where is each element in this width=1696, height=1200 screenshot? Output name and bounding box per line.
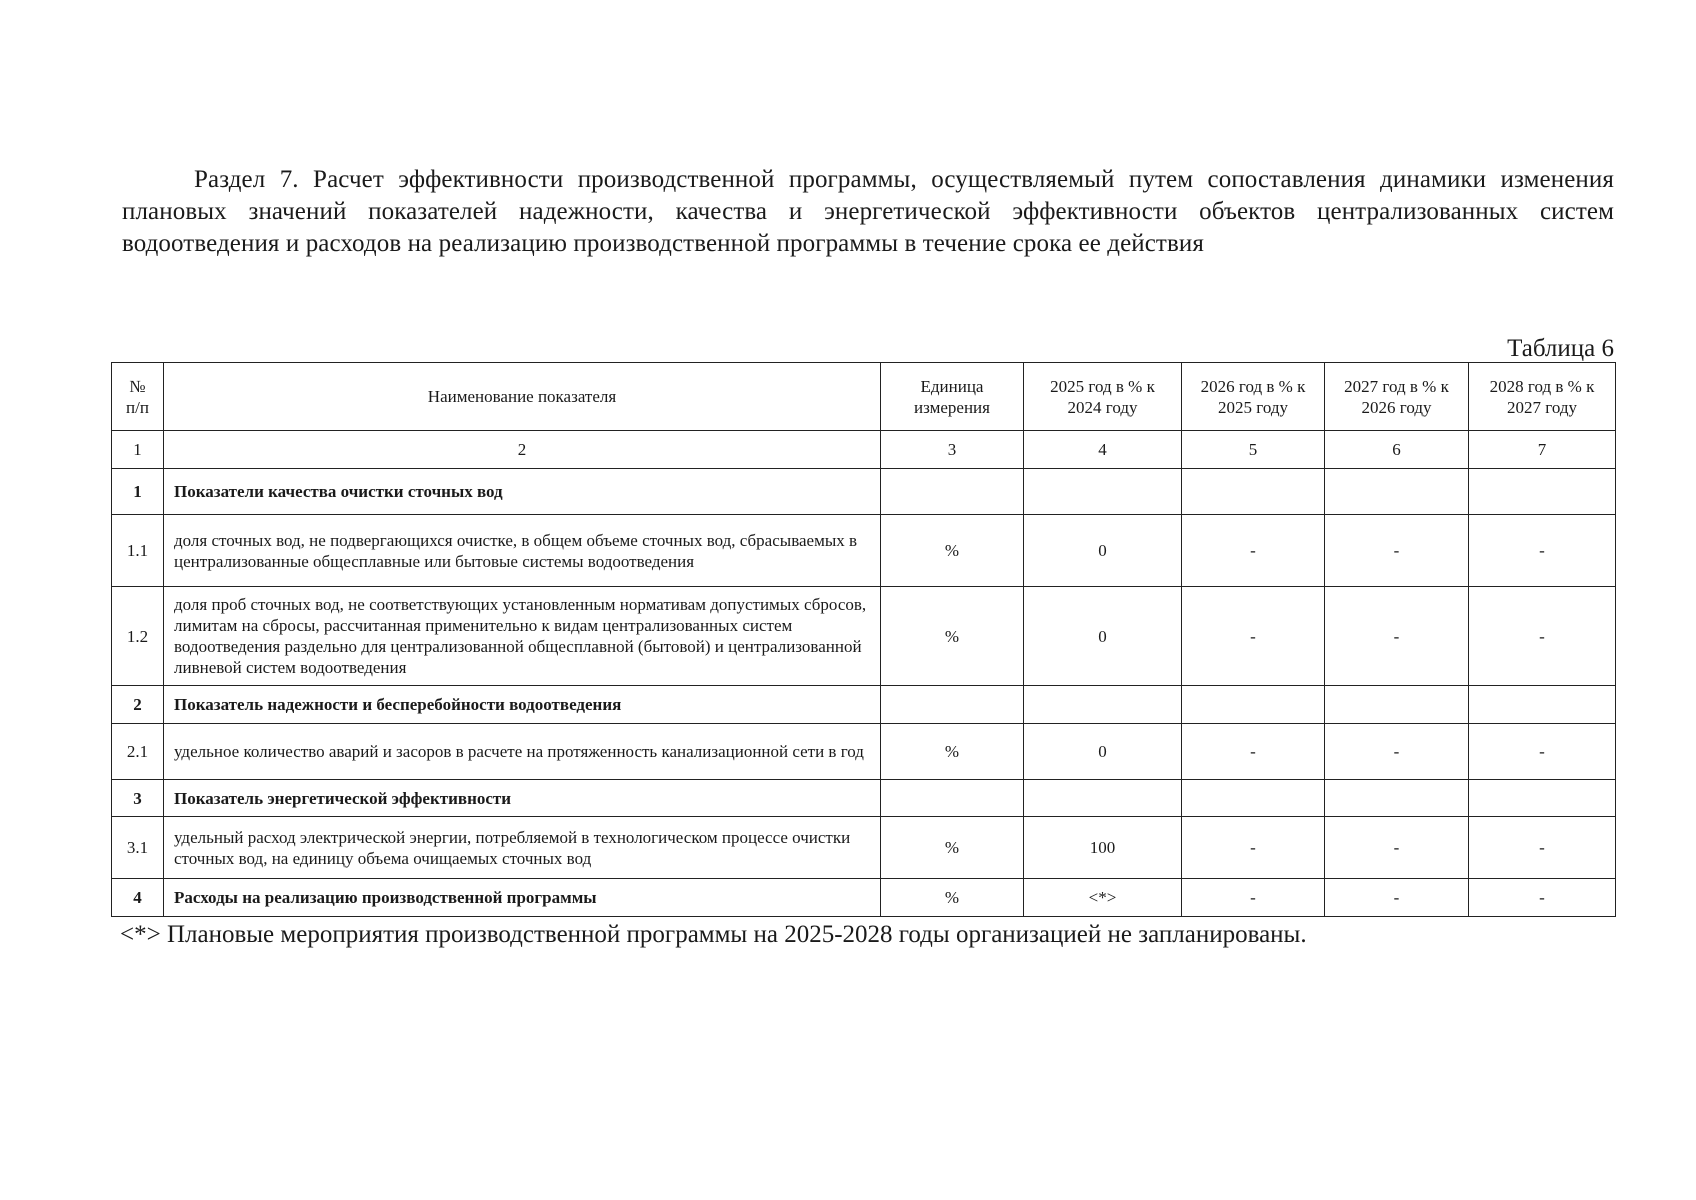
unit-cell — [881, 780, 1024, 817]
value-2026 — [1182, 469, 1325, 515]
value-2026: - — [1182, 587, 1325, 686]
value-2027 — [1325, 780, 1469, 817]
value-2028: - — [1469, 724, 1616, 780]
unit-cell — [881, 469, 1024, 515]
value-2026 — [1182, 780, 1325, 817]
unit-cell: % — [881, 587, 1024, 686]
header-cell-unit: Единица измерения — [881, 363, 1024, 431]
value-2026: - — [1182, 879, 1325, 917]
value-2025 — [1024, 469, 1182, 515]
header-cell-num: № п/п — [112, 363, 164, 431]
table-row-section — [112, 780, 1616, 817]
indicator-name: Показатели качества очистки сточных вод — [164, 469, 881, 515]
column-number-row — [112, 431, 1616, 469]
table-row-section — [112, 686, 1616, 724]
value-2028: - — [1469, 879, 1616, 917]
value-2025: 0 — [1024, 515, 1182, 587]
table-row — [112, 587, 1616, 686]
unit-cell: % — [881, 724, 1024, 780]
table-caption: Таблица 6 — [1507, 335, 1614, 362]
value-2025: <*> — [1024, 879, 1182, 917]
indicator-name: Расходы на реализацию производственной программы — [164, 879, 881, 917]
row-number: 3.1 — [112, 817, 164, 879]
indicator-name: доля проб сточных вод, не соответствующих установленным нормативам допустимых сбросов, лимитам на сбросы, рассчитанная применительно к видам централизованных систем водоотведения раздельно для централизованной общесплавной (бытовой) и централизованной ливневой систем водоотведения — [164, 587, 881, 686]
value-2027: - — [1325, 817, 1469, 879]
indicator-name: Показатель энергетической эффективности — [164, 780, 881, 817]
column-number: 4 — [1024, 431, 1182, 469]
row-number: 2 — [112, 686, 164, 724]
value-2026: - — [1182, 515, 1325, 587]
header-cell-2027: 2027 год в % к 2026 году — [1325, 363, 1469, 431]
row-number: 1 — [112, 469, 164, 515]
value-2025 — [1024, 686, 1182, 724]
value-2027 — [1325, 469, 1469, 515]
value-2028 — [1469, 686, 1616, 724]
value-2027: - — [1325, 515, 1469, 587]
column-number: 5 — [1182, 431, 1325, 469]
unit-cell: % — [881, 515, 1024, 587]
value-2027 — [1325, 686, 1469, 724]
value-2028: - — [1469, 515, 1616, 587]
value-2028 — [1469, 469, 1616, 515]
indicator-name: удельный расход электрической энергии, потребляемой в технологическом процессе очистки сточных вод, на единицу объема очищаемых сточных вод — [164, 817, 881, 879]
column-number: 2 — [164, 431, 881, 469]
table-row — [112, 817, 1616, 879]
value-2028 — [1469, 780, 1616, 817]
footnote: <*> Плановые мероприятия производственной программы на 2025-2028 годы организацией не запланированы. — [120, 921, 1307, 948]
header-cell-name: Наименование показателя — [164, 363, 881, 431]
value-2025: 0 — [1024, 724, 1182, 780]
section-heading: Раздел 7. Расчет эффективности производственной программы, осуществляемый путем сопоставления динамики изменения плановых значений показателей надежности, качества и энергетической эффективности объектов централизованных систем водоотведения и расходов на реализацию производственной программы в течение срока ее действия — [122, 166, 1614, 257]
indicator-name: удельное количество аварий и засоров в расчете на протяженность канализационной сети в год — [164, 724, 881, 780]
table-row — [112, 515, 1616, 587]
row-number: 4 — [112, 879, 164, 917]
indicator-name: доля сточных вод, не подвергающихся очистке, в общем объеме сточных вод, сбрасываемых в централизованные общесплавные или бытовые системы водоотведения — [164, 515, 881, 587]
header-cell-2025: 2025 год в % к 2024 году — [1024, 363, 1182, 431]
header-cell-2028: 2028 год в % к 2027 году — [1469, 363, 1616, 431]
indicators-table — [111, 362, 1616, 917]
header-cell-2026: 2026 год в % к 2025 году — [1182, 363, 1325, 431]
value-2028: - — [1469, 817, 1616, 879]
column-number: 6 — [1325, 431, 1469, 469]
value-2028: - — [1469, 587, 1616, 686]
value-2025: 0 — [1024, 587, 1182, 686]
column-number: 3 — [881, 431, 1024, 469]
row-number: 1.2 — [112, 587, 164, 686]
value-2027: - — [1325, 587, 1469, 686]
value-2026 — [1182, 686, 1325, 724]
indicator-name: Показатель надежности и бесперебойности водоотведения — [164, 686, 881, 724]
value-2026: - — [1182, 817, 1325, 879]
column-number: 1 — [112, 431, 164, 469]
unit-cell: % — [881, 817, 1024, 879]
value-2025 — [1024, 780, 1182, 817]
row-number: 2.1 — [112, 724, 164, 780]
table-row — [112, 724, 1616, 780]
row-number: 1.1 — [112, 515, 164, 587]
column-number: 7 — [1469, 431, 1616, 469]
table-row-section — [112, 469, 1616, 515]
value-2027: - — [1325, 724, 1469, 780]
unit-cell: % — [881, 879, 1024, 917]
unit-cell — [881, 686, 1024, 724]
value-2026: - — [1182, 724, 1325, 780]
row-number: 3 — [112, 780, 164, 817]
value-2025: 100 — [1024, 817, 1182, 879]
value-2027: - — [1325, 879, 1469, 917]
table-row-section — [112, 879, 1616, 917]
table-header-row — [112, 363, 1616, 431]
